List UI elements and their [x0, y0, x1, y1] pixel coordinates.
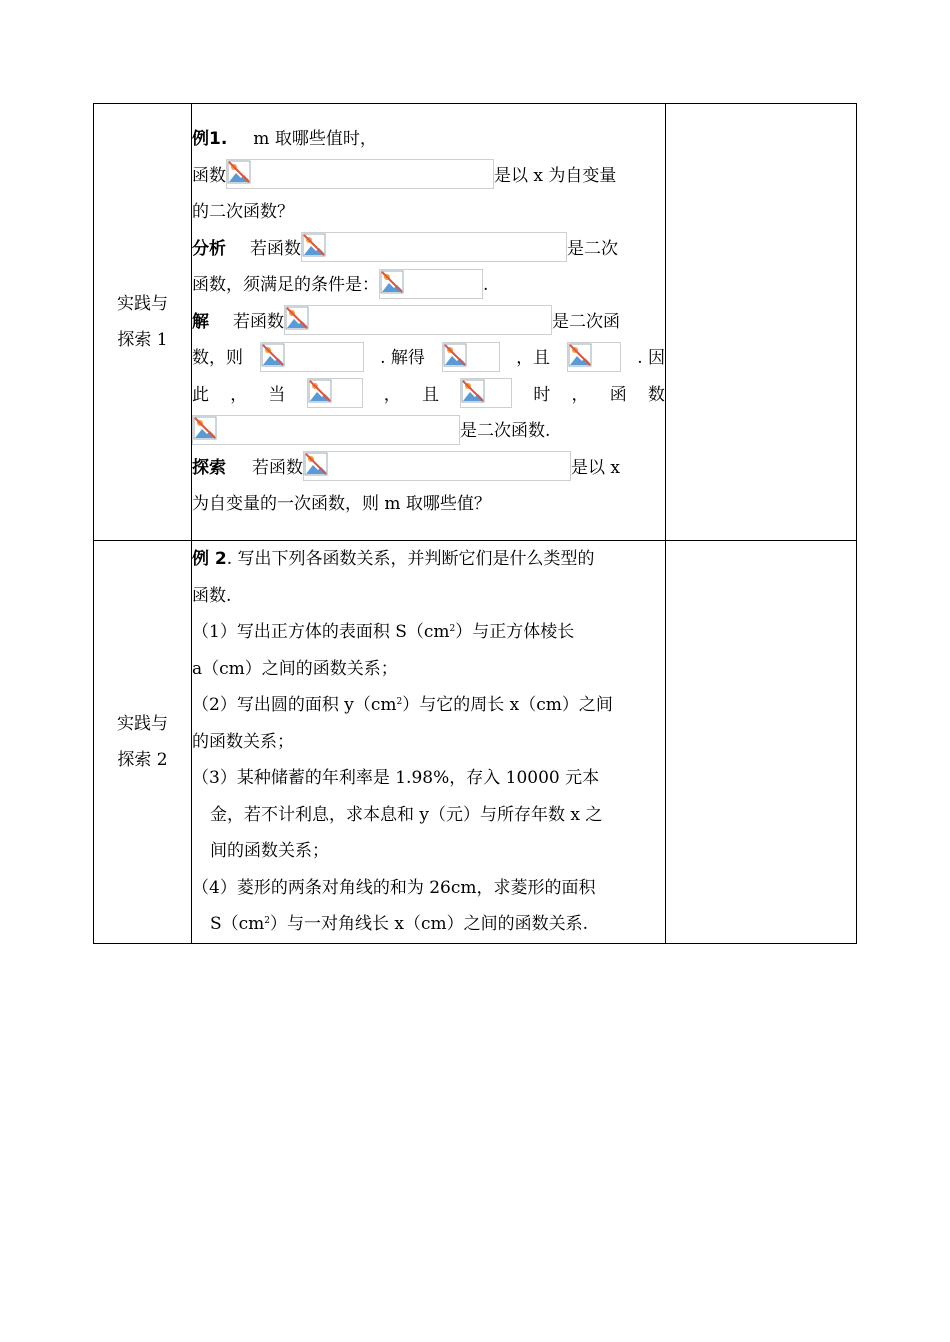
superscript: 2 — [396, 697, 403, 707]
broken-image-icon — [461, 379, 485, 403]
question-3: （3）某种储蓄的年利率是 1.98%，存入 10000 元本 — [192, 768, 600, 788]
text-span: 且 — [421, 384, 439, 405]
text-line — [192, 267, 665, 304]
superscript: 2 — [264, 916, 271, 926]
formula-image — [567, 342, 621, 372]
text-span: 若函数 — [233, 311, 284, 332]
text-span: 此 — [192, 384, 209, 405]
text-line — [192, 304, 665, 341]
text-line — [192, 231, 665, 268]
explore-heading: 探索 — [192, 457, 226, 478]
text-span: 是二次函数. — [460, 421, 551, 442]
formula-image — [379, 269, 483, 299]
formula-image — [301, 232, 567, 262]
text-span: 是以 x — [571, 457, 620, 478]
broken-image-icon — [308, 379, 332, 403]
notes-cell — [666, 104, 857, 541]
broken-image-icon — [227, 160, 251, 184]
text-line: 的函数关系； — [192, 731, 294, 752]
text-line: 为自变量的一次函数，则 m 取哪些值？ — [192, 494, 491, 515]
text-span: ）与正方体棱长 — [455, 622, 575, 642]
text-span: . — [483, 275, 489, 296]
text-line — [192, 340, 665, 377]
text-line — [192, 450, 665, 487]
text-line: 金，若不计利息，求本息和 y（元）与所存年数 x 之 — [210, 804, 603, 825]
text-line — [192, 906, 665, 943]
formula-image — [192, 415, 460, 445]
text-span: ， — [571, 384, 589, 405]
text-span: 是以 x 为自变量 — [494, 165, 617, 186]
formula-image — [307, 378, 363, 408]
notes-cell — [666, 541, 857, 944]
lesson-table — [93, 103, 857, 944]
broken-image-icon — [304, 452, 328, 476]
text-span: 数 — [647, 384, 665, 405]
solution-heading: 解 — [192, 311, 209, 332]
formula-image — [226, 159, 494, 189]
text-span: 若函数 — [250, 238, 301, 259]
text-line — [192, 541, 665, 578]
text-span: 当 — [268, 384, 286, 405]
question-4: （4）菱形的两条对角线的和为 26cm，求菱形的面积 — [192, 877, 596, 898]
broken-image-icon — [285, 306, 309, 330]
section-content — [192, 104, 666, 541]
text-span: 数，则 — [192, 348, 243, 369]
formula-image — [303, 451, 571, 481]
text-span: . 写出下列各函数关系，并判断它们是什么类型的 — [226, 549, 595, 569]
formula-image — [284, 305, 552, 335]
broken-image-icon — [193, 416, 217, 440]
text-span: ）与一对角线长 x（cm）之间的函数关系. — [270, 914, 589, 934]
text-span: 时 — [533, 384, 551, 405]
text-line — [192, 158, 665, 195]
table-row — [94, 104, 857, 541]
broken-image-icon — [443, 343, 467, 367]
text-span: ）与它的周长 x（cm）之间 — [402, 695, 613, 715]
text-span: S（cm — [210, 914, 265, 934]
text-span: （2）写出圆的面积 y（cm — [192, 695, 397, 715]
text-span: （1）写出正方体的表面积 S（cm — [192, 622, 450, 642]
text-line: 函数. — [192, 585, 232, 606]
example-heading: 例1. — [192, 129, 228, 150]
formula-image — [460, 378, 512, 408]
text-line: a（cm）之间的函数关系； — [192, 658, 398, 679]
text-span: 是二次函 — [552, 311, 620, 332]
text-span: 是二次 — [567, 238, 618, 259]
broken-image-icon — [568, 343, 592, 367]
superscript: 2 — [449, 624, 456, 634]
text-span: 函数 — [192, 165, 226, 186]
text-span: . 因 — [637, 348, 665, 369]
question-1 — [192, 614, 665, 651]
text-span: ， — [383, 384, 401, 405]
section-label-line: 实践与 — [117, 713, 168, 734]
text-line — [192, 377, 665, 414]
broken-image-icon — [380, 270, 404, 294]
section-label-line: 探索 1 — [117, 330, 168, 350]
section-label — [94, 541, 192, 944]
section-content — [192, 541, 666, 944]
text-line: 的二次函数？ — [192, 202, 294, 223]
section-label-line: 探索 2 — [117, 749, 168, 770]
section-label — [94, 104, 192, 541]
text-span: ，且 — [516, 348, 551, 369]
table-row — [94, 541, 857, 944]
analysis-heading: 分析 — [192, 238, 226, 259]
text-span: . 解得 — [380, 348, 425, 369]
text-span: 函 — [609, 384, 627, 405]
text-span: 函数，须满足的条件是： — [192, 275, 379, 296]
example-heading: 例 2 — [192, 549, 227, 569]
formula-image — [442, 342, 500, 372]
broken-image-icon — [302, 233, 326, 257]
section-label-line: 实践与 — [117, 294, 168, 314]
text-line: 间的函数关系； — [210, 841, 329, 861]
text-line — [192, 413, 665, 450]
text-span: m 取哪些值时， — [253, 129, 377, 150]
text-span: ， — [230, 384, 248, 405]
text-line — [192, 121, 665, 158]
question-2 — [192, 687, 665, 724]
formula-image — [260, 342, 364, 372]
text-span: 若函数 — [252, 457, 303, 478]
broken-image-icon — [261, 343, 285, 367]
